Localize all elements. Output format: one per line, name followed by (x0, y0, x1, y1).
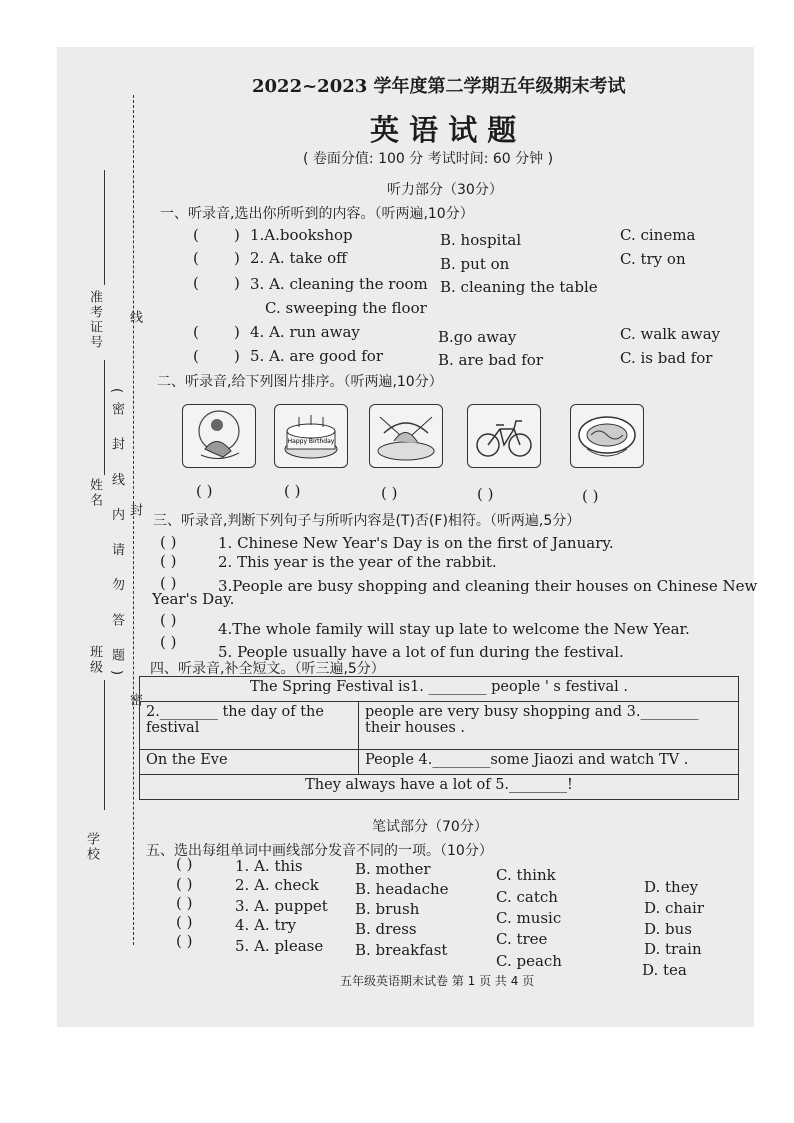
listening-title: 听力部分（30分） (387, 182, 503, 198)
p5-q4-c: C. tree (496, 930, 548, 948)
mark-secret: 密 (127, 693, 142, 708)
binding-notice: (密 封 线 内 请 勿 答 题) (109, 388, 124, 685)
part1-title: 一、听录音,选出你所听到的内容。（听两遍,10分） (160, 206, 474, 222)
p5-q4-paren[interactable]: ( ) (176, 913, 193, 931)
p3-q1-paren[interactable]: ( ) (160, 533, 177, 551)
id-underline (104, 170, 105, 285)
p1-q1-b: B. hospital (440, 231, 522, 249)
part4-title: 四、听录音,补全短文。（听三遍,5分） (150, 661, 385, 677)
p2-bracket-1[interactable]: ( ) (196, 482, 213, 500)
p3-q2-paren[interactable]: ( ) (160, 552, 177, 570)
label-id: 准考证号 (87, 290, 102, 350)
p5-q2-d: D. chair (644, 899, 704, 917)
p2-bracket-5[interactable]: ( ) (582, 487, 599, 505)
p1-q4-c: C. walk away (620, 325, 721, 343)
p3-q4-text: 4.The whole family will stay up late to welcome the New Year. (218, 620, 690, 638)
p3-q5-paren[interactable]: ( ) (160, 633, 177, 651)
p3-q4-paren[interactable]: ( ) (160, 611, 177, 629)
p1-q2-paren[interactable]: ( (193, 249, 199, 267)
p5-q1-d: D. they (644, 878, 699, 896)
p1-q4-a: 4. A. run away (250, 323, 360, 341)
p1-q4-b: B.go away (438, 328, 517, 346)
p5-q3-d: D. bus (644, 920, 692, 938)
p5-q4-d: D. train (644, 940, 702, 958)
part3-title: 三、听录音,判断下列句子与所听内容是(T)否(F)相符。（听两遍,5分） (153, 513, 581, 529)
table-row-2-right[interactable]: people are very busy shopping and 3.________ their houses . (359, 702, 739, 750)
exam-info: ( 卷面分值: 100 分 考试时间: 60 分钟 ) (303, 151, 554, 167)
p2-bracket-3[interactable]: ( ) (381, 484, 398, 502)
p1-q5-close: ) (234, 347, 240, 365)
p2-bracket-2[interactable]: ( ) (284, 482, 301, 500)
picture-bicycle (467, 404, 541, 468)
table-row-3-left: On the Eve (140, 750, 359, 775)
p1-q3-c: C. sweeping the floor (265, 299, 427, 317)
p5-q1-a: 1. A. this (235, 857, 303, 875)
p1-q3-a: 3. A. cleaning the room (250, 275, 428, 293)
p5-q1-c: C. think (496, 866, 556, 884)
class-underline (104, 680, 105, 810)
part2-title: 二、听录音,给下列图片排序。（听两遍,10分） (157, 374, 443, 390)
p5-q4-b: B. dress (355, 920, 417, 938)
p5-q5-c: C. peach (496, 952, 562, 970)
p5-q2-c: C. catch (496, 888, 558, 906)
binding-dashed-line (133, 95, 134, 945)
label-name: 姓名 (87, 478, 102, 508)
mark-seal: 封 (127, 503, 142, 518)
p3-q5-text: 5. People usually have a lot of fun during the festival. (218, 643, 624, 661)
writing-title: 笔试部分（70分） (372, 819, 488, 835)
picture-birthday-cake (274, 404, 348, 468)
p1-q3-paren[interactable]: ( (193, 274, 199, 292)
p5-q1-b: B. mother (355, 860, 431, 878)
p1-q2-a: 2. A. take off (250, 249, 347, 267)
p2-bracket-4[interactable]: ( ) (477, 485, 494, 503)
p1-q1-paren[interactable]: ( (193, 226, 199, 244)
p5-q3-a: 3. A. puppet (235, 897, 328, 915)
p1-q2-c: C. try on (620, 250, 686, 268)
p5-q5-a: 5. A. please (235, 937, 324, 955)
picture-chang-e (182, 404, 256, 468)
p1-q4-paren[interactable]: ( (193, 323, 199, 341)
part5-title: 五、选出每组单词中画线部分发音不同的一项。（10分） (146, 843, 493, 859)
label-school: 学校 (84, 832, 99, 862)
table-row-2-left[interactable]: 2.________ the day of the festival (140, 702, 359, 750)
fill-in-table (139, 676, 739, 800)
p3-q3-text-cont: Year's Day. (152, 590, 235, 608)
p1-q5-paren[interactable]: ( (193, 347, 199, 365)
p3-q1-text: 1. Chinese New Year's Day is on the first of January. (218, 534, 614, 552)
cake-text: Happy Birthday (287, 438, 335, 445)
p5-q2-a: 2. A. check (235, 876, 319, 894)
p5-q4-a: 4. A. try (235, 916, 297, 934)
table-row-3-right[interactable]: People 4.________some Jiaozi and watch TV . (359, 750, 739, 775)
p1-q5-a: 5. A. are good for (250, 347, 383, 365)
p1-q2-b: B. put on (440, 255, 510, 273)
picture-noodles (570, 404, 644, 468)
exam-title: 2022~2023 学年度第二学期五年级期末考试 (252, 76, 626, 97)
p1-q2-close: ) (234, 249, 240, 267)
table-row-1[interactable]: The Spring Festival is1. ________ people ' s festival . (140, 677, 739, 702)
name-underline (104, 360, 105, 475)
p3-q3-text: 3.People are busy shopping and cleaning their houses on Chinese New (218, 577, 758, 595)
p1-q5-c: C. is bad for (620, 349, 713, 367)
p5-q5-d: D. tea (642, 961, 687, 979)
table-row-4[interactable]: They always have a lot of 5.________! (140, 775, 739, 800)
p5-q1-paren[interactable]: ( ) (176, 855, 193, 873)
p5-q3-paren[interactable]: ( ) (176, 894, 193, 912)
p1-q3-close: ) (234, 274, 240, 292)
p5-q5-b: B. breakfast (355, 941, 448, 959)
p1-q3-b: B. cleaning the table (440, 278, 598, 296)
p1-q1-c: C. cinema (620, 226, 696, 244)
subject-title: 英 语 试 题 (370, 113, 517, 147)
p5-q2-b: B. headache (355, 880, 449, 898)
p1-q4-close: ) (234, 323, 240, 341)
p5-q3-c: C. music (496, 909, 562, 927)
p1-q1-a: 1.A.bookshop (250, 226, 353, 244)
picture-dumplings (369, 404, 443, 468)
p3-q3-paren[interactable]: ( ) (160, 574, 177, 592)
p5-q5-paren[interactable]: ( ) (176, 932, 193, 950)
page-footer: 五年级英语期末试卷 第 1 页 共 4 页 (340, 974, 535, 988)
p1-q1-close: ) (234, 226, 240, 244)
p5-q2-paren[interactable]: ( ) (176, 875, 193, 893)
p1-q5-b: B. are bad for (438, 351, 543, 369)
label-class: 班级 (87, 645, 102, 675)
p3-q2-text: 2. This year is the year of the rabbit. (218, 553, 497, 571)
p5-q3-b: B. brush (355, 900, 420, 918)
mark-line: 线 (127, 310, 142, 325)
